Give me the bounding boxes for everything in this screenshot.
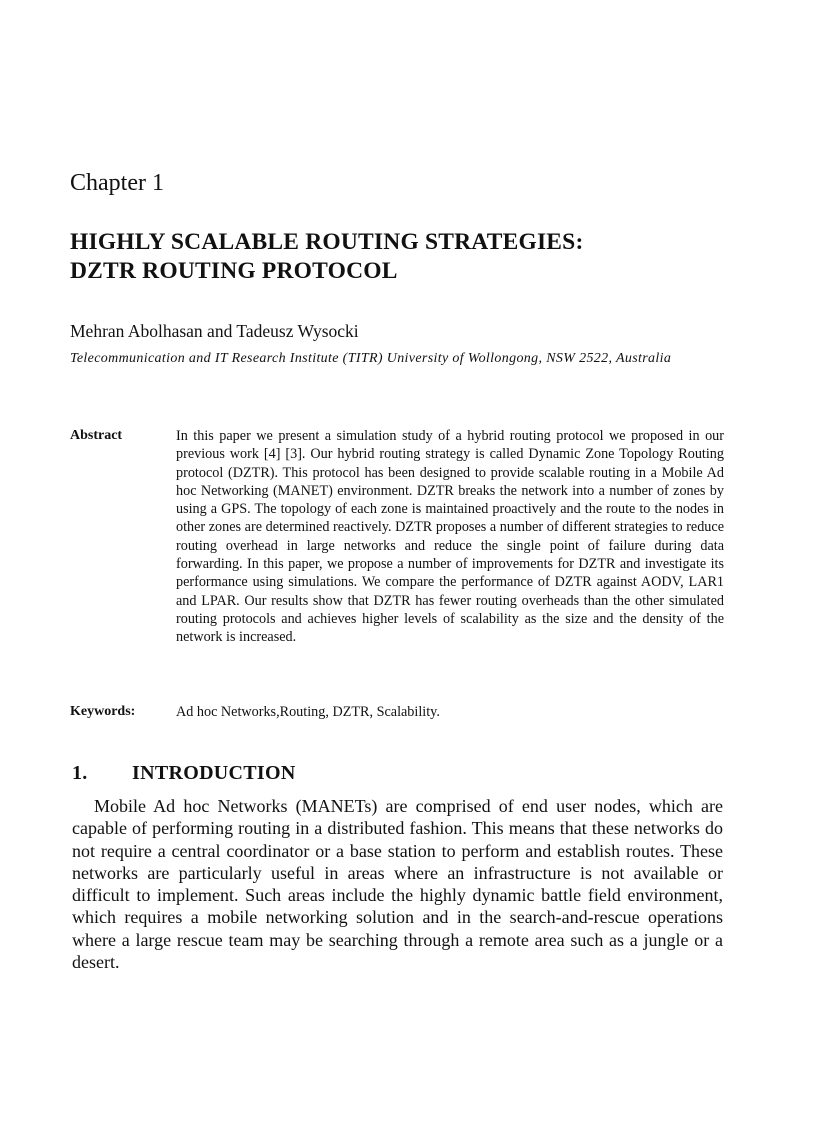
chapter-label: Chapter 1 <box>70 170 164 196</box>
section-title: INTRODUCTION <box>132 762 296 784</box>
section-heading-introduction <box>72 760 296 786</box>
paper-title-line-1: HIGHLY SCALABLE ROUTING STRATEGIES: <box>70 229 584 255</box>
introduction-paragraph: Mobile Ad hoc Networks (MANETs) are comprised of end user nodes, which are capable of performing routing in a distributed fashion. This means that these networks do not require a central coordinator or a base station to perform and establish routes. These networks are particularly useful in areas where an infrastructure is not available or difficult to implement. Such areas include the highly dynamic battle field environment, which requires a mobile networking solution and in the search-and-rescue operations where a large rescue team may be searching through a remote area such as a jungle or a desert. <box>72 796 723 973</box>
section-number: 1. <box>72 762 88 784</box>
abstract-text: In this paper we present a simulation study of a hybrid routing protocol we proposed in our previous work [4] [3]. Our hybrid routing strategy is called Dynamic Zone Topology Routing protocol (DZTR). This protocol has been designed to provide scalable routing in a Mobile Ad hoc Networking (MANET) environment. DZTR breaks the network into a number of zones by using a GPS. The topology of each zone is maintained proactively and the route to the nodes in other zones are determined reactively. DZTR proposes a number of different strategies to reduce routing overhead in large networks and reduce the single point of failure during data forwarding. In this paper, we propose a number of improvements for DZTR and investigate its performance using simulations. We compare the performance of DZTR against AODV, LAR1 and LPAR. Our results show that DZTR has fewer routing overheads than the other simulated routing protocols and achieves higher levels of scalability as the size and the density of the network is increased. <box>176 428 724 646</box>
abstract-label: Abstract <box>70 428 123 443</box>
affiliation: Telecommunication and IT Research Institute (TITR) University of Wollongong, NSW 2522, Australia <box>70 351 672 366</box>
paper-title <box>70 228 750 286</box>
keywords-text: Ad hoc Networks,Routing, DZTR, Scalability. <box>176 704 440 720</box>
keywords-label: Keywords: <box>70 704 136 719</box>
authors: Mehran Abolhasan and Tadeusz Wysocki <box>70 321 359 341</box>
paper-title-line-2: DZTR ROUTING PROTOCOL <box>70 258 398 284</box>
